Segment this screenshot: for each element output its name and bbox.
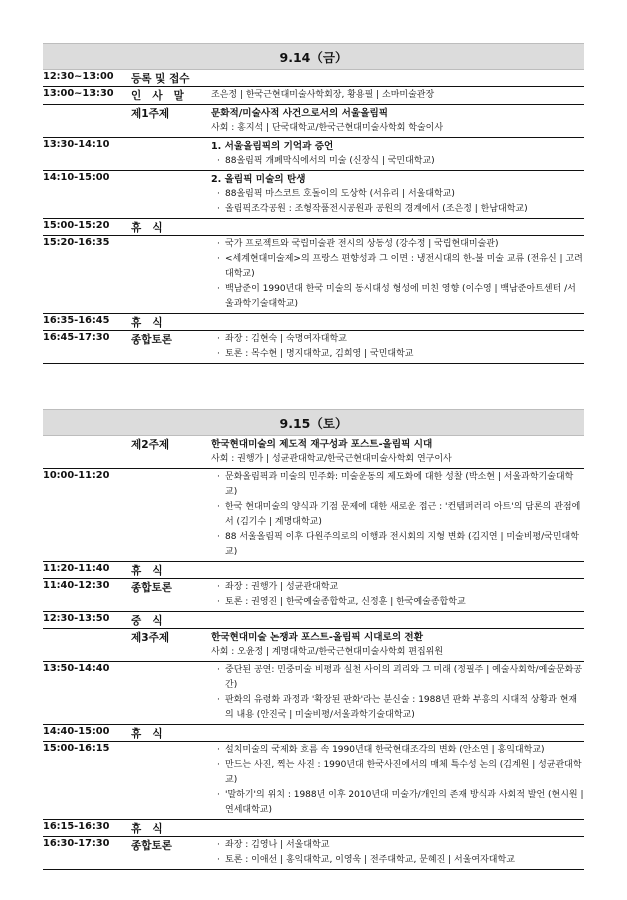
bullet-icon: · [217,532,220,542]
bullet-icon: · [217,204,220,214]
day2-header: 9.15（토） [43,409,584,436]
session-label [131,138,206,170]
bullet-icon: · [217,284,220,294]
session-content [206,820,584,836]
session-content [206,725,584,741]
bullet-icon: · [217,855,220,865]
day2-schedule [43,436,584,870]
item-text: '말하기'의 위치 : 1988년 이후 2010년대 미술가/개인의 존재 방식과 사회적 발언 (현시원 | 연세대학교) [225,790,584,815]
session-title: 2. 올림픽 미술의 탄생 [211,174,306,185]
presentation-item [211,252,584,282]
session-content [206,331,584,363]
item-text: 백남준이 1990년대 한국 미술의 동시대성 형성에 미친 영향 (이수영 | 백남준아트센터 /서울과학기술대학교) [225,284,576,309]
session-title: 한국현대미술의 제도적 재구성과 포스트-올림픽 시대 [211,439,433,450]
day1-section [43,43,584,364]
presentation-item [211,332,584,347]
bullet-icon: · [217,745,220,755]
session-content [206,662,584,724]
session-time: 14:40-15:00 [43,726,110,737]
item-text: 토론 : 권영진 | 한국예술종합학교, 신정훈 | 한국예술종합학교 [225,597,466,607]
bullet-icon: · [217,239,220,249]
schedule-row [43,742,584,820]
schedule-row [43,820,584,837]
session-moderator [211,121,584,136]
presentation-item [211,758,584,788]
session-title: 문화적/미술사적 사건으로서의 서울올림픽 [211,108,388,119]
session-time: 12:30~13:00 [43,71,114,82]
bullet-icon: · [217,695,220,705]
schedule-row [43,469,584,562]
session-label: 휴 식 [131,317,167,329]
bullet-icon: · [217,502,220,512]
presentation-item [211,530,584,560]
session-time: 15:20-16:35 [43,237,110,248]
session-moderator [211,645,584,660]
presentation-item [211,580,584,595]
bullet-icon: · [217,349,220,359]
session-content [206,629,584,661]
schedule-row [43,87,584,105]
presentation-item [211,743,584,758]
bullet-icon: · [217,156,220,166]
session-content [206,219,584,235]
item-text: 사회 : 오윤정 | 계명대학교/한국근현대미술사학회 편집위원 [211,647,444,657]
item-text: 중단된 공연: 민중미술 비평과 실천 사이의 괴리와 그 미래 (정필주 | 예술사회학/예술문화공간) [225,665,583,690]
session-content [206,469,584,561]
item-text: 설치미술의 국제화 흐름 속 1990년대 한국현대조각의 변화 (안소연 | 홍익대학교) [225,745,545,755]
session-label: 종합토론 [131,582,172,594]
session-time: 12:30-13:50 [43,613,110,624]
session-label: 제2주제 [131,439,170,451]
presentation-item [211,693,584,723]
schedule-row [43,331,584,364]
presentation-item [211,202,584,217]
session-time: 16:45-17:30 [43,332,110,343]
session-title: 한국현대미술 논쟁과 포스트-올림픽 시대로의 전환 [211,632,423,643]
bullet-icon: · [217,597,220,607]
item-text: 사회 : 권행가 | 성균관대학교/한국근현대미술사학회 연구이사 [211,454,452,464]
item-text: 한국 현대미술의 양식과 기점 문제에 대한 새로운 접근 : '컨템퍼러리 아트'의 담론의 관점에서 (김기수 | 계명대학교) [225,502,581,527]
bullet-icon: · [217,790,220,800]
session-title: 1. 서울올림픽의 기억과 증언 [211,141,334,152]
session-content [206,171,584,218]
session-content [206,612,584,628]
bullet-icon: · [217,840,220,850]
session-time: 11:20-11:40 [43,563,110,574]
session-content [206,314,584,330]
session-label [131,662,206,724]
session-content [206,436,584,468]
session-content [206,105,584,137]
session-label [131,469,206,561]
item-text: 올림픽조각공원 : 조형작품전시공원과 공원의 경계에서 (조은정 | 한남대학교) [225,204,528,214]
bullet-icon: · [217,760,220,770]
schedule-row [43,138,584,171]
presentation-item [211,788,584,818]
presentation-item [211,282,584,312]
session-label: 인 사 말 [131,90,188,102]
session-content [206,70,584,86]
schedule-row [43,612,584,629]
session-time: 16:15-16:30 [43,821,110,832]
presentation-item [211,187,584,202]
item-text: 좌장 : 김영나 | 서울대학교 [225,840,330,850]
item-text: 만드는 사진, 찍는 사진 : 1990년대 한국사진에서의 매체 특수성 논의 (김계원 | 성균관대학교) [225,760,582,785]
bullet-icon: · [217,665,220,675]
session-time: 11:40-12:30 [43,580,110,591]
item-text: 88올림픽 개폐막식에서의 미술 (신장식 | 국민대학교) [225,156,435,166]
presentation-item [211,500,584,530]
item-text: 판화의 유령화 과정과 '확장된 판화'라는 분신술 : 1988년 판화 부흥의 시대적 상황과 현재의 내용 (안진국 | 미술비평/서울과학기술대학교) [225,695,578,720]
session-label: 휴 식 [131,823,167,835]
schedule-row [43,171,584,219]
session-time [43,105,131,137]
session-label: 종합토론 [131,334,172,346]
schedule-row [43,314,584,331]
session-content [206,138,584,170]
presentation-item [211,347,584,362]
bullet-icon: · [217,334,220,344]
item-text: 좌장 : 권행가 | 성균관대학교 [225,582,339,592]
session-label: 휴 식 [131,565,167,577]
bullet-icon: · [217,472,220,482]
presentation-item [211,595,584,610]
presentation-item [211,154,584,169]
session-label: 제1주제 [131,108,170,120]
session-time [43,629,131,661]
session-content [206,579,584,611]
session-time: 13:00~13:30 [43,88,114,99]
session-label: 등록 및 접수 [131,73,190,85]
session-content [206,236,584,313]
session-time [43,436,131,468]
session-time: 10:00-11:20 [43,470,110,481]
item-text: 사회 : 홍지석 | 단국대학교/한국근현대미술사학회 학술이사 [211,123,444,133]
session-label: 제3주제 [131,632,170,644]
item-text: 88 서울올림픽 이후 다원주의로의 이행과 전시회의 지형 변화 (김지연 | 미술비평/국민대학교) [225,532,579,557]
session-content [206,837,584,869]
session-time: 16:35-16:45 [43,315,110,326]
bullet-icon: · [217,582,220,592]
day1-schedule [43,70,584,364]
session-time: 13:30-14:10 [43,139,110,150]
schedule-row [43,436,584,469]
item-text: 88올림픽 마스코트 호돌이의 도상학 (서유리 | 서울대학교) [225,189,455,199]
session-content [206,562,584,578]
schedule-row [43,837,584,870]
session-label: 휴 식 [131,728,167,740]
session-time: 15:00-15:20 [43,220,110,231]
schedule-row [43,662,584,725]
session-label: 중 식 [131,615,167,627]
item-text: 국가 프로젝트와 국립미술관 전시의 상동성 (강수정 | 국립현대미술관) [225,239,499,249]
session-time: 14:10-15:00 [43,172,110,183]
day1-header: 9.14（금） [43,43,584,70]
schedule-row [43,70,584,87]
schedule-row [43,236,584,314]
schedule-row [43,629,584,662]
day2-section [43,409,584,870]
item-text: 토론 : 이애선 | 홍익대학교, 이영욱 | 전주대학교, 문혜진 | 서울여자대학교 [225,855,515,865]
item-text: <세계현대미술제>의 프랑스 편향성과 그 이면 : 냉전시대의 한-불 미술 교류 (전유신 | 고려대학교) [225,254,583,279]
bullet-icon: · [217,254,220,264]
session-label: 종합토론 [131,840,172,852]
session-label: 휴 식 [131,222,167,234]
item-text: 토론 : 목수현 | 명지대학교, 김희영 | 국민대학교 [225,349,414,359]
bullet-icon: · [217,189,220,199]
item-text: 문화올림픽과 미술의 민주화: 미술운동의 제도화에 대한 성찰 (박소현 | 서울과학기술대학교) [225,472,574,497]
presentation-item [211,838,584,853]
session-content [206,742,584,819]
item-text: 좌장 : 김현숙 | 숙명여자대학교 [225,334,347,344]
session-time: 13:50-14:40 [43,663,110,674]
presentation-item [211,237,584,252]
session-moderator [211,88,584,103]
session-label [131,742,206,819]
session-label [131,171,206,218]
presentation-item [211,663,584,693]
session-time: 15:00-16:15 [43,743,110,754]
session-label [131,236,206,313]
session-content [206,87,584,104]
presentation-item [211,853,584,868]
item-text: 조은정 | 한국근현대미술사학회장, 황용필 | 소마미술관장 [211,90,435,100]
presentation-item [211,470,584,500]
schedule-row [43,725,584,742]
schedule-row [43,562,584,579]
schedule-row [43,105,584,138]
schedule-row [43,219,584,236]
schedule-row [43,579,584,612]
session-moderator [211,452,584,467]
session-time: 16:30-17:30 [43,838,110,849]
